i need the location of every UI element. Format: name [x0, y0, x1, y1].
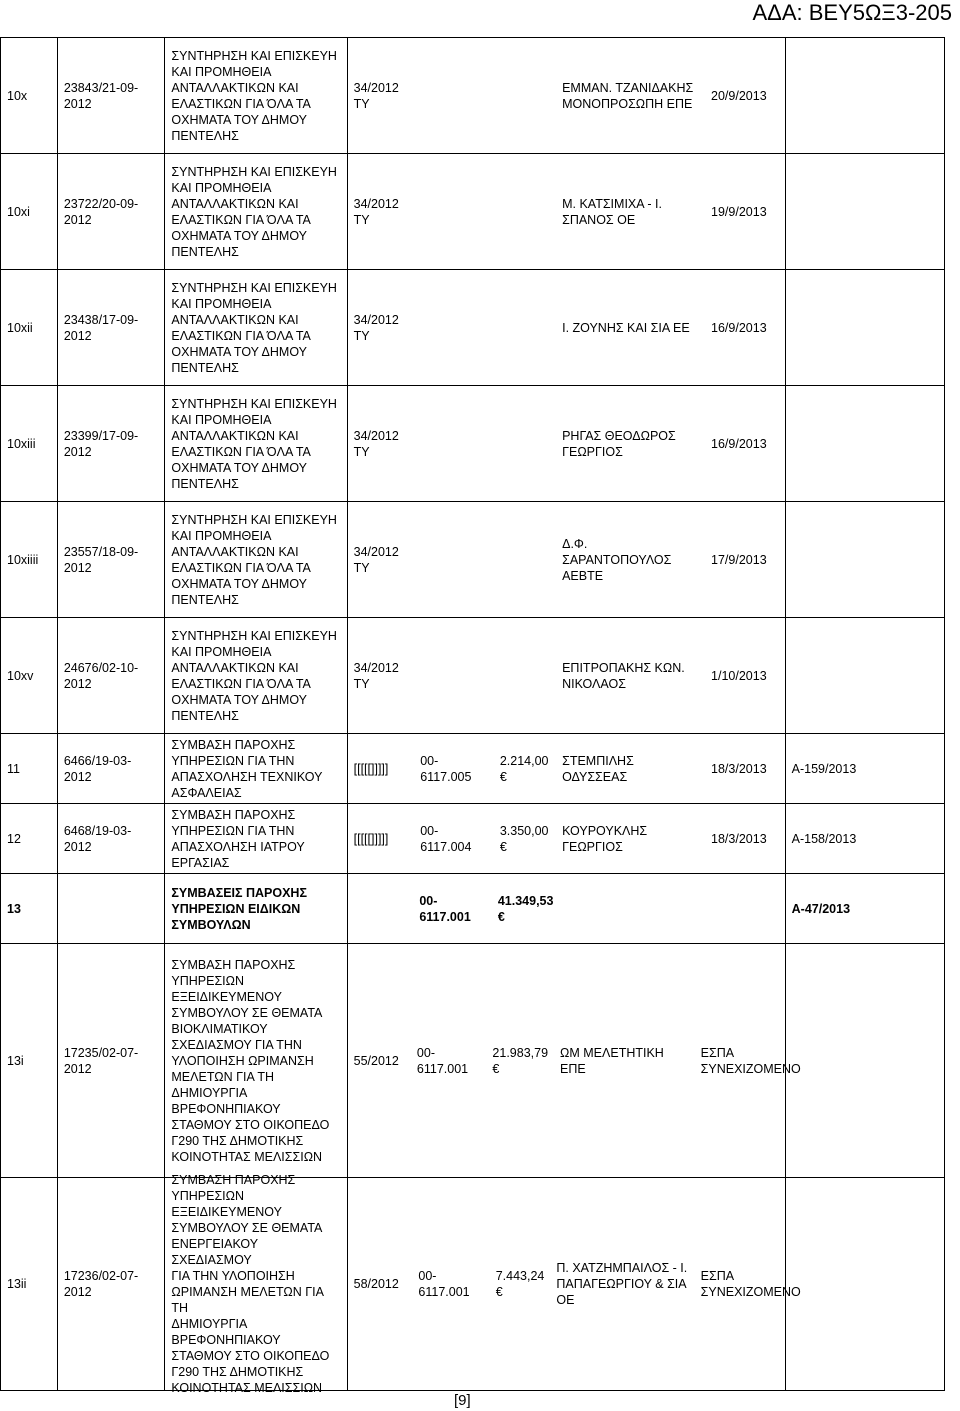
ada-ref [786, 502, 944, 617]
table-row [0, 943, 945, 1177]
description [165, 386, 347, 501]
decision-ref-text: 55/2012 [353, 1053, 399, 1068]
contractor [550, 1178, 694, 1390]
date [705, 804, 785, 873]
decision-ref [348, 270, 415, 385]
amount [494, 502, 556, 617]
row-number [1, 944, 58, 1177]
description [165, 734, 347, 803]
budget-code-text: 00-6117.005 [420, 753, 472, 784]
decision-ref-text: [[[[[]]]]] [353, 761, 389, 776]
budget-code [412, 1178, 489, 1390]
budget-code [414, 734, 494, 803]
row-number [1, 874, 58, 943]
decision-ref-text: 34/2012 ΤΥ [353, 196, 399, 227]
table-row [0, 803, 945, 873]
amount [494, 618, 556, 733]
ada-ref [786, 618, 944, 733]
protocol-number-text: 6466/19-03-2012 [63, 753, 132, 784]
contractor [556, 804, 705, 873]
date-text: ΕΣΠΑ ΣΥΝΕΧΙΖΟΜΕΝΟ [700, 1269, 801, 1299]
date-text: 19/9/2013 [711, 204, 767, 219]
amount [494, 38, 556, 153]
details-group [348, 502, 786, 617]
details-group [348, 386, 786, 501]
description [165, 38, 347, 153]
amount-text: 41.349,53 € [497, 893, 554, 924]
date-text: 17/9/2013 [711, 552, 767, 567]
contractor-text: ΚΟΥΡΟΥΚΛΗΣ ΓΕΩΡΓΙΟΣ [562, 823, 648, 854]
date-text: 1/10/2013 [711, 668, 767, 683]
date [695, 944, 801, 1177]
contractor [556, 38, 705, 153]
date [705, 154, 785, 269]
decision-ref-text: 34/2012 ΤΥ [353, 544, 399, 575]
table-row [0, 617, 945, 733]
date [705, 386, 785, 501]
decision-ref [348, 734, 415, 803]
protocol-number [58, 874, 166, 943]
row-number-text: 10x [7, 88, 28, 103]
protocol-number-text: 23399/17-09-2012 [63, 428, 139, 459]
row-number [1, 502, 58, 617]
date-text: 16/9/2013 [711, 436, 767, 451]
decision-ref-text: [[[[[]]]]] [353, 831, 389, 846]
protocol-number-text: 17236/02-07-2012 [63, 1269, 139, 1299]
date-text: 16/9/2013 [711, 320, 767, 335]
date [705, 270, 785, 385]
table-row [0, 153, 945, 269]
date [705, 734, 785, 803]
budget-code [414, 502, 494, 617]
row-number [1, 1178, 58, 1390]
protocol-number [58, 1178, 166, 1390]
row-number [1, 734, 58, 803]
description-text: ΣΥΜΒΑΣΗ ΠΑΡΟΧΗΣ ΥΠΗΡΕΣΙΩΝ ΕΞΕΙΔΙΚΕΥΜΕΝΟΥ ΣΥΜΒΟΥΛΟΥ ΣΕ ΘΕΜΑΤΑ ΒΙΟΚΛΙΜΑΤΙΚΟΥ ΣΧΕΔΙΑΣΜΟΥ ΓΙΑ ΤΗΝ ΥΛΟΠΟΙΗΣΗ ΩΡΙΜΑΝΣΗ ΜΕΛΕΤΩΝ ΓΙΑ ΤΗ ΔΗΜΙΟΥΡΓΙΑ ΒΡΕΦΟΝΗΠΙΑΚΟΥ ΣΤΑΘΜΟΥ ΣΤΟ ΟΙΚΟΠΕΔΟ Γ290 ΤΗΣ ΔΗΜΟΤΙΚΗΣ ΚΟΙΝΟΤΗΤΑΣ ΜΕΛΙΣΣΙΩΝ [171, 957, 330, 1164]
row-number [1, 618, 58, 733]
decision-ref [348, 38, 415, 153]
contractor [556, 618, 705, 733]
row-number-text: 10xiii [7, 436, 36, 451]
contractor-text: Μ. ΚΑΤΣΙΜΙΧΑ - Ι. ΣΠΑΝΟΣ ΟΕ [562, 196, 662, 227]
date [705, 618, 785, 733]
protocol-number [58, 270, 166, 385]
decision-ref-text: 34/2012 ΤΥ [353, 428, 399, 459]
protocol-number [58, 154, 166, 269]
table-row [0, 1173, 945, 1395]
amount [494, 804, 556, 873]
protocol-number-text: 24676/02-10-2012 [63, 660, 139, 691]
date [706, 874, 785, 943]
date-text: ΕΣΠΑ ΣΥΝΕΧΙΖΟΜΕΝΟ [700, 1045, 801, 1076]
contractor-text: ΩΜ ΜΕΛΕΤΗΤΙΚΗ ΕΠΕ [560, 1045, 664, 1076]
row-number [1, 270, 58, 385]
details-group [348, 734, 786, 803]
contractor [554, 944, 695, 1177]
protocol-number [58, 502, 166, 617]
contractor-text: Π. ΧΑΤΖΗΜΠΑΙΛΟΣ - Ι. ΠΑΠΑΓΕΩΡΓΙΟΥ & ΣΙΑ ΟΕ [556, 1261, 688, 1307]
description-text: ΣΥΜΒΑΣΕΙΣ ΠΑΡΟΧΗΣ ΥΠΗΡΕΣΙΩΝ ΕΙΔΙΚΩΝ ΣΥΜΒΟΥΛΩΝ [171, 885, 307, 932]
contractor-text: Ι. ΖΟΥΝΗΣ ΚΑΙ ΣΙΑ ΕΕ [562, 320, 690, 335]
protocol-number-text: 23438/17-09-2012 [63, 312, 139, 343]
decision-ref-text: 34/2012 ΤΥ [353, 80, 399, 111]
decision-ref-text: 58/2012 [353, 1277, 399, 1291]
budget-code [414, 154, 494, 269]
description [165, 270, 347, 385]
protocol-number [58, 38, 166, 153]
protocol-number [58, 734, 166, 803]
contractor-text: ΣΤΕΜΠΙΛΗΣ ΟΔΥΣΣΕΑΣ [562, 753, 634, 784]
details-group [348, 618, 786, 733]
contractor [556, 502, 705, 617]
details-group [348, 944, 801, 1177]
table-row [0, 37, 945, 153]
details-group [348, 270, 786, 385]
row-number-text: 11 [7, 761, 20, 776]
details-group [348, 804, 786, 873]
description [165, 804, 347, 873]
description-text: ΣΥΝΤΗΡΗΣΗ ΚΑΙ ΕΠΙΣΚΕΥΗ ΚΑΙ ΠΡΟΜΗΘΕΙΑ ΑΝΤΑΛΛΑΚΤΙΚΩΝ ΚΑΙ ΕΛΑΣΤΙΚΩΝ ΓΙΑ ΌΛΑ ΤΑ ΟΧΗΜΑΤΑ ΤΟΥ ΔΗΜΟΥ ΠΕΝΤΕΛΗΣ [171, 396, 337, 491]
decision-ref-text: 34/2012 ΤΥ [353, 312, 399, 343]
protocol-number [58, 944, 166, 1177]
amount [486, 944, 554, 1177]
ada-ref [786, 874, 944, 943]
contracts-table [0, 37, 945, 1395]
table-row [0, 733, 945, 803]
description-text: ΣΥΝΤΗΡΗΣΗ ΚΑΙ ΕΠΙΣΚΕΥΗ ΚΑΙ ΠΡΟΜΗΘΕΙΑ ΑΝΤΑΛΛΑΚΤΙΚΩΝ ΚΑΙ ΕΛΑΣΤΙΚΩΝ ΓΙΑ ΌΛΑ ΤΑ ΟΧΗΜΑΤΑ ΤΟΥ ΔΗΜΟΥ ΠΕΝΤΕΛΗΣ [171, 164, 337, 259]
contractor-text: ΕΜΜΑΝ. ΤΖΑΝΙΔΑΚΗΣ ΜΟΝΟΠΡΟΣΩΠΗ ΕΠΕ [562, 80, 694, 111]
decision-ref [348, 502, 415, 617]
protocol-number-text: 23557/18-09-2012 [63, 544, 139, 575]
ada-ref [786, 38, 944, 153]
description-text: ΣΥΝΤΗΡΗΣΗ ΚΑΙ ΕΠΙΣΚΕΥΗ ΚΑΙ ΠΡΟΜΗΘΕΙΑ ΑΝΤΑΛΛΑΚΤΙΚΩΝ ΚΑΙ ΕΛΑΣΤΙΚΩΝ ΓΙΑ ΌΛΑ ΤΑ ΟΧΗΜΑΤΑ ΤΟΥ ΔΗΜΟΥ ΠΕΝΤΕΛΗΣ [171, 280, 337, 375]
row-number-text: 10xv [7, 668, 34, 683]
row-number-text: 13ii [7, 1277, 27, 1291]
contractor [556, 734, 705, 803]
contractor [556, 386, 705, 501]
row-number-text: 12 [7, 831, 21, 846]
decision-ref [348, 618, 415, 733]
contractor-text: ΡΗΓΑΣ ΘΕΟΔΩΡΟΣ ΓΕΩΡΓΙΟΣ [562, 428, 676, 459]
ada-ref [786, 734, 944, 803]
decision-ref-text: 34/2012 ΤΥ [353, 660, 399, 691]
table-row [0, 269, 945, 385]
budget-code [413, 874, 492, 943]
budget-code [411, 944, 487, 1177]
description [165, 944, 347, 1177]
ada-ref [786, 270, 944, 385]
budget-code [414, 804, 494, 873]
row-number [1, 38, 58, 153]
row-number-text: 10xii [7, 320, 33, 335]
budget-code-text: 00-6117.004 [420, 823, 472, 854]
protocol-number [58, 804, 166, 873]
ada-ref [786, 386, 944, 501]
date-text: 20/9/2013 [711, 88, 767, 103]
row-number [1, 804, 58, 873]
amount-text: 2.214,00 € [499, 753, 549, 784]
row-number-text: 13i [7, 1053, 24, 1068]
contractor-text: ΕΠΙΤΡΟΠΑΚΗΣ ΚΩΝ. ΝΙΚΟΛΑΟΣ [562, 660, 685, 691]
description-text: ΣΥΜΒΑΣΗ ΠΑΡΟΧΗΣ ΥΠΗΡΕΣΙΩΝ ΕΞΕΙΔΙΚΕΥΜΕΝΟΥ ΣΥΜΒΟΥΛΟΥ ΣΕ ΘΕΜΑΤΑ ΕΝΕΡΓΕΙΑΚΟΥ ΣΧΕΔΙΑΣΜΟΥ ΓΙΑ ΤΗΝ ΥΛΟΠΟΙΗΣΗ ΩΡΙΜΑΝΣΗ ΜΕΛΕΤΩΝ ΓΙΑ ΤΗ ΔΗΜΙΟΥΡΓΙΑ ΒΡΕΦΟΝΗΠΙΑΚΟΥ ΣΤΑΘΜΟΥ ΣΤΟ ΟΙΚΟΠΕΔΟ Γ290 ΤΗΣ ΔΗΜΟΤΙΚΗΣ ΚΟΙΝΟΤΗΤΑΣ ΜΕΛΙΣΣΙΩΝ [171, 1173, 330, 1395]
amount [494, 154, 556, 269]
date-text: 18/3/2013 [711, 761, 767, 776]
date [695, 1178, 801, 1390]
decision-ref [348, 944, 411, 1177]
amount-text: 21.983,79 € [492, 1045, 549, 1076]
row-number-text: 10xiiii [7, 552, 39, 567]
row-number [1, 386, 58, 501]
description [165, 1173, 347, 1395]
budget-code-text: 00-6117.001 [416, 1045, 469, 1076]
row-number [1, 154, 58, 269]
details-group [348, 154, 786, 269]
protocol-number [58, 386, 166, 501]
details-group [348, 874, 786, 943]
amount [490, 1178, 551, 1390]
amount [492, 874, 560, 943]
description [165, 502, 347, 617]
budget-code-text: 00-6117.001 [418, 1269, 470, 1299]
date [705, 502, 785, 617]
description-text: ΣΥΜΒΑΣΗ ΠΑΡΟΧΗΣ ΥΠΗΡΕΣΙΩΝ ΓΙΑ ΤΗΝ ΑΠΑΣΧΟΛΗΣΗ ΤΕΧΝΙΚΟΥ ΑΣΦΑΛΕΙΑΣ [171, 737, 323, 800]
contractor-text: Δ.Φ. ΣΑΡΑΝΤΟΠΟΥΛΟΣ ΑΕΒΤΕ [562, 536, 672, 583]
ada-ref [786, 1178, 944, 1390]
ada-ref-text: Α-159/2013 [791, 761, 857, 776]
ada-ref [786, 804, 944, 873]
date-text: 18/3/2013 [711, 831, 767, 846]
budget-code [414, 270, 494, 385]
description-text: ΣΥΜΒΑΣΗ ΠΑΡΟΧΗΣ ΥΠΗΡΕΣΙΩΝ ΓΙΑ ΤΗΝ ΑΠΑΣΧΟΛΗΣΗ ΙΑΤΡΟΥ ΕΡΓΑΣΙΑΣ [171, 807, 305, 870]
protocol-number-text: 23843/21-09-2012 [63, 80, 139, 111]
description [165, 154, 347, 269]
table-row [0, 873, 945, 943]
decision-ref [348, 154, 415, 269]
amount [494, 270, 556, 385]
amount [494, 734, 556, 803]
amount-text: 7.443,24 € [495, 1269, 545, 1299]
ada-ref-text: Α-47/2013 [791, 901, 851, 916]
description-text: ΣΥΝΤΗΡΗΣΗ ΚΑΙ ΕΠΙΣΚΕΥΗ ΚΑΙ ΠΡΟΜΗΘΕΙΑ ΑΝΤΑΛΛΑΚΤΙΚΩΝ ΚΑΙ ΕΛΑΣΤΙΚΩΝ ΓΙΑ ΌΛΑ ΤΑ ΟΧΗΜΑΤΑ ΤΟΥ ΔΗΜΟΥ ΠΕΝΤΕΛΗΣ [171, 512, 337, 607]
table-row [0, 501, 945, 617]
description-text: ΣΥΝΤΗΡΗΣΗ ΚΑΙ ΕΠΙΣΚΕΥΗ ΚΑΙ ΠΡΟΜΗΘΕΙΑ ΑΝΤΑΛΛΑΚΤΙΚΩΝ ΚΑΙ ΕΛΑΣΤΙΚΩΝ ΓΙΑ ΌΛΑ ΤΑ ΟΧΗΜΑΤΑ ΤΟΥ ΔΗΜΟΥ ΠΕΝΤΕΛΗΣ [171, 48, 337, 143]
budget-code [414, 38, 494, 153]
date [705, 38, 785, 153]
details-group [348, 38, 786, 153]
amount-text: 3.350,00 € [499, 823, 549, 854]
description [165, 618, 347, 733]
row-number-text: 13 [7, 901, 21, 916]
ada-code: ΑΔΑ: ΒΕΥ5ΩΞ3-205 [752, 0, 952, 25]
ada-ref [786, 154, 944, 269]
protocol-number-text: 6468/19-03-2012 [63, 823, 132, 854]
contractor [556, 154, 705, 269]
details-group [348, 1178, 801, 1390]
protocol-number [58, 618, 166, 733]
description [165, 874, 347, 943]
budget-code [414, 386, 494, 501]
budget-code [414, 618, 494, 733]
decision-ref [348, 1178, 413, 1390]
row-number-text: 10xi [7, 204, 30, 219]
description-text: ΣΥΝΤΗΡΗΣΗ ΚΑΙ ΕΠΙΣΚΕΥΗ ΚΑΙ ΠΡΟΜΗΘΕΙΑ ΑΝΤΑΛΛΑΚΤΙΚΩΝ ΚΑΙ ΕΛΑΣΤΙΚΩΝ ΓΙΑ ΌΛΑ ΤΑ ΟΧΗΜΑΤΑ ΤΟΥ ΔΗΜΟΥ ΠΕΝΤΕΛΗΣ [171, 628, 337, 723]
decision-ref [348, 386, 415, 501]
ada-ref-text: Α-158/2013 [791, 831, 857, 846]
contractor [556, 270, 705, 385]
ada-ref [786, 944, 944, 1177]
budget-code-text: 00-6117.001 [419, 893, 471, 924]
amount [494, 386, 556, 501]
contractor [559, 874, 706, 943]
page-number: [9] [454, 1392, 471, 1409]
table-row [0, 385, 945, 501]
decision-ref [348, 874, 414, 943]
protocol-number-text: 23722/20-09-2012 [63, 196, 139, 227]
decision-ref [348, 804, 415, 873]
protocol-number-text: 17235/02-07-2012 [63, 1045, 139, 1076]
